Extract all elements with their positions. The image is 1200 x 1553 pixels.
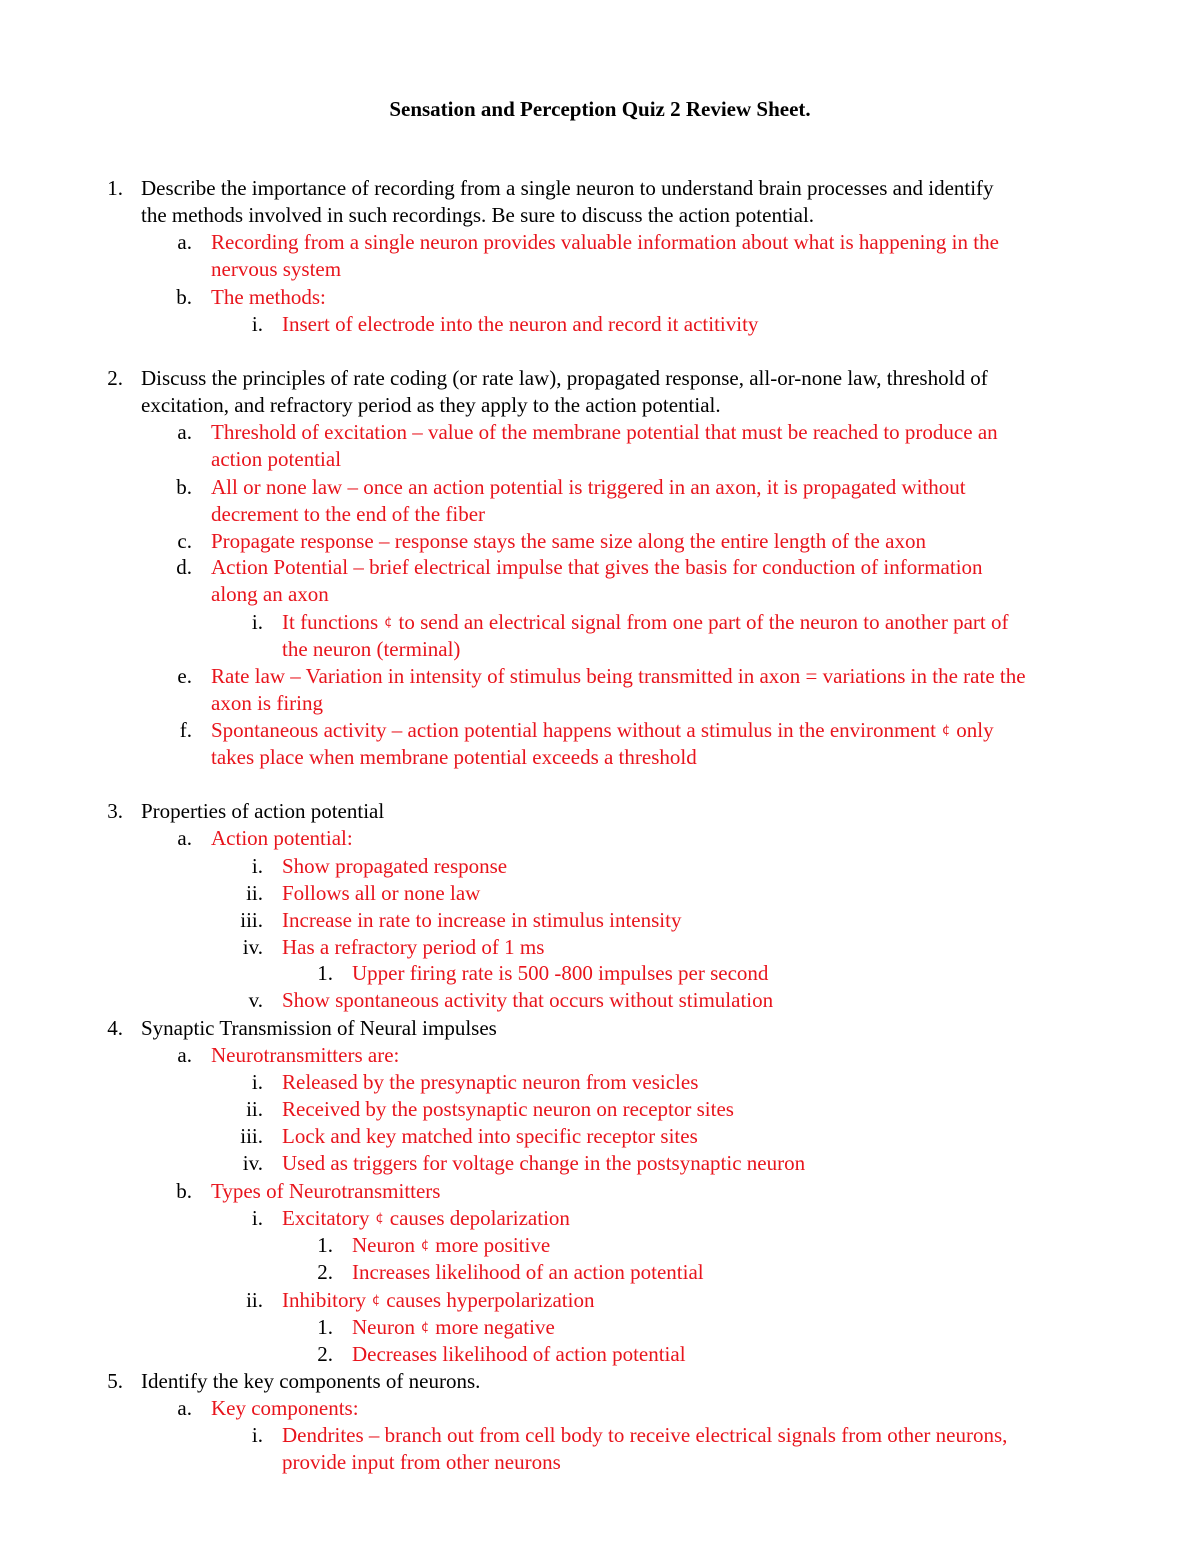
list-roman: v.: [248, 988, 263, 1012]
answer-text: Propagate response – response stays the same size along the entire length of the axon: [211, 529, 926, 553]
answer-text: along an axon: [211, 582, 329, 606]
answer-segment: Spontaneous activity – action potential happens without a stimulus in the environment: [211, 718, 936, 742]
arrow-icon: ¢: [372, 1293, 381, 1308]
answer-text: axon is firing: [211, 691, 323, 715]
answer-text: [352, 1232, 550, 1259]
question-text: Describe the importance of recording from a single neuron to understand brain processes and identify: [141, 176, 994, 200]
answer-text: [211, 717, 994, 744]
list-roman: ii.: [246, 1288, 263, 1312]
answer-text: [282, 1205, 570, 1232]
answer-text: [282, 609, 1008, 636]
answer-text: Decreases likelihood of action potential: [352, 1342, 686, 1366]
list-roman: i.: [251, 312, 263, 336]
list-letter: f.: [179, 718, 192, 742]
answer-text: Action potential:: [211, 826, 353, 850]
list-number: 1.: [317, 1233, 333, 1257]
answer-text: Rate law – Variation in intensity of stimulus being transmitted in axon = variations in the rate the: [211, 664, 1026, 688]
question-text: excitation, and refractory period as they apply to the action potential.: [141, 393, 721, 417]
answer-text: provide input from other neurons: [282, 1450, 561, 1474]
answer-segment: more negative: [435, 1315, 555, 1339]
answer-text: Increases likelihood of an action potential: [352, 1260, 704, 1284]
answer-segment: Inhibitory: [282, 1288, 366, 1312]
arrow-icon: ¢: [384, 615, 393, 630]
answer-text: Neurotransmitters are:: [211, 1043, 400, 1067]
question-text: Properties of action potential: [141, 799, 385, 823]
list-number: 4.: [107, 1016, 123, 1040]
list-roman: i.: [251, 1070, 263, 1094]
list-letter: a.: [177, 230, 192, 254]
answer-segment: Neuron: [352, 1233, 415, 1257]
answer-text: Show spontaneous activity that occurs without stimulation: [282, 988, 774, 1012]
answer-text: Received by the postsynaptic neuron on receptor sites: [282, 1097, 734, 1121]
list-letter: e.: [177, 664, 192, 688]
answer-text: Threshold of excitation – value of the membrane potential that must be reached to produce an: [211, 420, 998, 444]
answer-text: takes place when membrane potential exceeds a threshold: [211, 745, 697, 769]
list-roman: ii.: [246, 1097, 263, 1121]
answer-text: The methods:: [211, 285, 326, 309]
arrow-icon: ¢: [375, 1211, 384, 1226]
list-number: 3.: [107, 799, 123, 823]
list-letter: b.: [176, 285, 192, 309]
question-text: Discuss the principles of rate coding (or rate law), propagated response, all-or-none law, threshold of: [141, 366, 988, 390]
answer-text: [282, 1287, 594, 1314]
answer-text: Used as triggers for voltage change in the postsynaptic neuron: [282, 1151, 806, 1175]
answer-text: Lock and key matched into specific receptor sites: [282, 1124, 698, 1148]
answer-text: Upper firing rate is 500 -800 impulses per second: [352, 961, 769, 985]
list-number: 1.: [107, 176, 123, 200]
list-letter: b.: [176, 1179, 192, 1203]
list-roman: iv.: [242, 935, 263, 959]
list-roman: iii.: [240, 1124, 263, 1148]
answer-segment: more positive: [435, 1233, 551, 1257]
answer-text: Show propagated response: [282, 854, 508, 878]
answer-segment: It functions: [282, 610, 379, 634]
question-text: Identify the key components of neurons.: [141, 1369, 481, 1393]
list-letter: a.: [177, 420, 192, 444]
list-roman: i.: [251, 1206, 263, 1230]
answer-text: Follows all or none law: [282, 881, 481, 905]
answer-text: action potential: [211, 447, 342, 471]
answer-text: Recording from a single neuron provides valuable information about what is happening in the: [211, 230, 999, 254]
arrow-icon: ¢: [420, 1320, 430, 1335]
answer-text: All or none law – once an action potential is triggered in an axon, it is propagated without: [211, 475, 966, 499]
answer-text: Has a refractory period of 1 ms: [282, 935, 545, 959]
answer-text: nervous system: [211, 257, 342, 281]
answer-text: the neuron (terminal): [282, 637, 461, 661]
list-number: 2.: [317, 1260, 333, 1284]
list-roman: i.: [251, 610, 263, 634]
answer-text: decrement to the end of the fiber: [211, 502, 486, 526]
list-letter: b.: [176, 475, 192, 499]
list-letter: a.: [177, 826, 192, 850]
list-roman: ii.: [246, 881, 263, 905]
answer-segment: Neuron: [352, 1315, 415, 1339]
page-title: Sensation and Perception Quiz 2 Review Sheet.: [389, 97, 811, 121]
answer-text: Types of Neurotransmitters: [211, 1179, 441, 1203]
answer-text: [352, 1314, 555, 1341]
answer-text: Released by the presynaptic neuron from vesicles: [282, 1070, 699, 1094]
question-text: the methods involved in such recordings. Be sure to discuss the action potential.: [141, 203, 815, 227]
list-number: 2.: [317, 1342, 333, 1366]
list-number: 2.: [107, 366, 123, 390]
list-letter: a.: [177, 1043, 192, 1067]
list-roman: i.: [251, 1423, 263, 1447]
question-text: Synaptic Transmission of Neural impulses: [141, 1016, 497, 1040]
list-roman: iii.: [240, 908, 263, 932]
list-letter: a.: [177, 1396, 192, 1420]
answer-segment: to send an electrical signal from one part of the neuron to another part of: [398, 610, 1009, 634]
arrow-icon: ¢: [420, 1238, 430, 1253]
list-letter: c.: [177, 529, 192, 553]
list-roman: iv.: [242, 1151, 263, 1175]
answer-text: Insert of electrode into the neuron and record it actitivity: [282, 312, 759, 336]
list-roman: i.: [251, 854, 263, 878]
answer-segment: causes depolarization: [389, 1206, 570, 1230]
list-number: 5.: [107, 1369, 123, 1393]
answer-text: Key components:: [211, 1396, 359, 1420]
answer-segment: only: [956, 718, 994, 742]
answer-text: Action Potential – brief electrical impulse that gives the basis for conduction of information: [211, 555, 983, 579]
answer-segment: causes hyperpolarization: [386, 1288, 595, 1312]
list-letter: d.: [176, 555, 192, 579]
answer-text: Increase in rate to increase in stimulus intensity: [282, 908, 682, 932]
list-number: 1.: [317, 1315, 333, 1339]
answer-segment: Excitatory: [282, 1206, 370, 1230]
list-number: 1.: [317, 961, 333, 985]
answer-text: Dendrites – branch out from cell body to receive electrical signals from other neurons,: [282, 1423, 1008, 1447]
arrow-icon: ¢: [941, 723, 951, 738]
